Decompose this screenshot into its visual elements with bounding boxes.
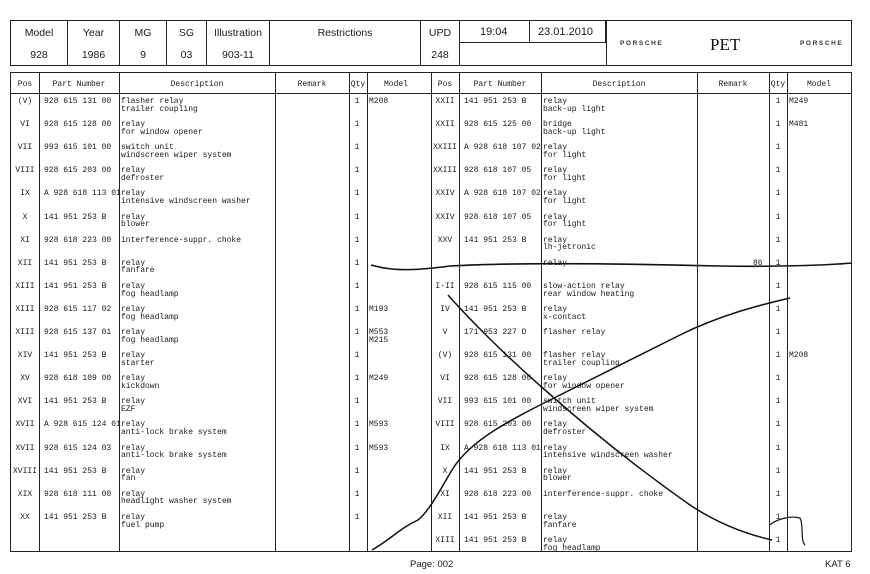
row-description-line: windscreen wiper system [121,150,232,160]
row-part-number: 141 951 253 B [464,304,527,314]
row-part-number: 928 615 128 00 [44,120,112,130]
row-qty: 1 [354,143,360,153]
row-description-line: blower [543,474,572,484]
row-pos: XX [20,512,30,522]
row-model-line: M249 [369,374,389,384]
row-qty: 1 [775,535,781,545]
row-part-number: 928 615 203 00 [44,166,112,176]
header-label: UPD [428,27,452,39]
header-label: Illustration [214,27,262,39]
row-model-line: M553 [369,328,389,337]
row-description-line: for light [543,220,587,230]
row-description [121,237,241,245]
row-description-line: relay [543,466,568,476]
row-part-number: A 928 618 113 01 [44,189,121,199]
col-head-part-number: Part Number [473,80,527,89]
row-description-line: relay [543,374,568,384]
row-description-line: trailer coupling [121,104,198,114]
row-part-number: A 928 618 107 02 [464,189,541,199]
row-part-number: 171 953 227 D [464,328,527,337]
row-description-line: rear window heating [543,289,635,299]
page-number: Page: 002 [410,559,454,570]
row-pos: XIX [17,489,33,499]
row-description-line: fanfare [121,266,155,276]
row-part-number: 141 951 253 B [464,235,527,245]
row-qty: 1 [775,466,781,476]
row-description [543,468,572,484]
row-pos: X [22,212,28,222]
row-description-line: for window opener [543,381,625,391]
col-head-model: Model [383,80,408,89]
row-description-line: defroster [121,174,165,184]
row-qty: 1 [354,97,360,106]
row-description-line: anti-lock brake system [121,451,227,461]
parts-table [10,72,852,552]
row-qty: 1 [775,166,781,176]
col-head-qty: Qty [770,80,786,89]
row-pos: IX [440,443,450,453]
row-pos: XII [17,258,33,268]
row-description [543,306,586,322]
col-head-qty: Qty [350,80,366,89]
row-description-line: anti-lock brake system [121,428,227,438]
row-description-line: headlight washer system [121,497,232,507]
row-description [543,445,673,461]
row-description-line: EZF [121,405,136,415]
row-description-line: back-up light [543,127,606,137]
col-head-part-number: Part Number [52,80,106,89]
row-qty: 1 [354,489,360,499]
row-qty: 1 [775,420,781,430]
row-model [369,98,388,106]
row-pos: VIII [435,420,455,430]
row-model-line: M249 [789,97,809,106]
row-pos: XII [437,512,453,522]
porsche-logo-right: PORSCHE [800,40,844,47]
row-description [543,283,634,299]
row-description-line: relay [543,443,568,453]
row-description [121,375,159,391]
row-description-line: intensive windscreen washer [121,197,251,207]
row-part-number: 928 618 223 00 [464,489,532,499]
row-pos: VIII [15,166,35,176]
row-qty: 1 [354,235,360,245]
row-qty: 1 [775,97,781,106]
row-pos: XXIII [432,143,457,153]
col-head-pos: Pos [17,80,33,89]
row-description-line: interference-suppr. choke [121,235,242,245]
col-head-description: Description [170,80,224,89]
row-description [543,375,625,391]
row-pos: XXIII [432,166,457,176]
header-cell-year [68,21,120,65]
row-description-line: relay [121,466,146,476]
row-description [543,537,601,553]
header-cell-upd [421,21,460,65]
row-pos: X [442,466,448,476]
row-description [121,121,203,137]
row-pos: XXV [437,235,453,245]
row-description-line: lh-jetronic [543,243,596,253]
row-description [543,121,605,137]
row-part-number: A 928 618 107 02 [464,143,541,153]
row-description [543,421,586,437]
header-label: Model [24,27,54,39]
row-description [543,190,586,206]
row-qty: 1 [775,281,781,291]
header-date: 23.01.2010 [538,26,594,38]
row-remark: 86 [753,258,763,268]
row-description-line: relay [121,212,146,222]
row-qty: 1 [354,466,360,476]
row-description [543,329,605,337]
header-cell-mg [120,21,167,65]
row-description [121,398,145,414]
row-description [121,98,198,114]
row-qty: 1 [354,420,360,430]
row-part-number: 141 951 253 B [464,512,527,522]
header-bar [10,20,852,66]
header-label: MG [134,27,152,39]
header-cell-restrictions [270,21,421,65]
header-value: 03 [180,49,193,61]
row-pos: XXIV [435,212,455,222]
row-pos: VII [17,143,33,153]
row-part-number: 928 615 137 01 [44,328,112,337]
row-description-line: flasher relay [543,351,606,361]
row-qty: 1 [775,512,781,522]
header-value: 9 [140,49,146,61]
row-description-line: relay [121,328,146,337]
row-model [789,352,808,360]
row-model [369,375,388,383]
row-description-line: relay [543,143,568,153]
row-qty: 1 [354,397,360,407]
row-qty: 1 [775,235,781,245]
row-description [121,468,145,484]
row-description-line: relay [121,489,146,499]
row-part-number: 141 951 253 B [44,351,107,361]
row-pos: V [442,328,448,337]
row-description [543,398,653,414]
row-description-line: relay [543,235,568,245]
row-description-line: fog headlamp [543,543,601,553]
row-description [543,491,663,499]
row-description-line: flasher relay [543,328,606,337]
row-qty: 1 [354,304,360,314]
row-description-line: relay [121,281,146,291]
row-pos: VII [437,397,453,407]
row-description [121,329,179,345]
header-value: 1986 [81,49,106,61]
row-description-line: fan [121,474,136,484]
row-part-number: 928 615 131 00 [44,97,112,106]
row-pos: XXIV [435,189,455,199]
row-description-line: bridge [543,120,572,130]
row-part-number: 928 615 131 00 [464,351,532,361]
row-description [543,514,577,530]
row-description-line: relay [543,166,568,176]
row-qty: 1 [354,328,360,337]
row-qty: 1 [354,512,360,522]
row-qty: 1 [775,120,781,130]
row-description-line: relay [543,258,568,268]
row-pos: XVI [17,397,33,407]
row-qty: 1 [354,351,360,361]
row-qty: 1 [775,489,781,499]
row-description-line: fog headlamp [121,335,179,345]
row-description [543,260,567,268]
row-part-number: 928 615 125 00 [464,120,532,130]
row-description [121,491,231,507]
row-part-number: 928 615 117 02 [44,304,112,314]
row-description-line: switch unit [121,143,174,153]
row-part-number: 928 618 107 05 [464,212,532,222]
row-description-line: fuel pump [121,520,165,530]
row-description [121,214,150,230]
col-head-description: Description [592,80,646,89]
row-description [121,283,179,299]
header-value: 903-11 [222,49,254,61]
row-description-line: relay [121,189,146,199]
row-description-line: relay [543,212,568,222]
row-model [789,121,808,129]
row-qty: 1 [775,351,781,361]
row-description-line: trailer coupling [543,358,620,368]
row-part-number: 141 951 253 B [464,466,527,476]
row-description-line: starter [121,358,155,368]
row-qty: 1 [354,120,360,130]
row-model [369,329,388,345]
header-cell-sg [167,21,207,65]
row-description [543,214,586,230]
row-description [121,144,231,160]
row-pos: XVIII [12,466,37,476]
row-description-line: relay [543,189,568,199]
row-part-number: 141 951 253 B [44,258,107,268]
header-label: Restrictions [317,27,373,39]
row-qty: 1 [354,443,360,453]
row-part-number: 928 615 128 00 [464,374,532,384]
row-qty: 1 [354,281,360,291]
col-head-model: Model [806,80,831,89]
row-model [369,421,388,429]
row-description-line: for light [543,174,587,184]
row-description [121,260,155,276]
row-pos: XIII [15,328,35,337]
row-pos: XIII [15,281,35,291]
row-model-line: M193 [369,304,389,314]
row-part-number: A 928 618 113 01 [464,443,541,453]
row-description [121,352,155,368]
row-model [789,98,808,106]
row-description-line: kickdown [121,381,160,391]
row-description-line: slow-action relay [543,281,625,291]
row-description-line: relay [121,120,146,130]
row-qty: 1 [354,189,360,199]
row-model-line: M208 [789,351,809,361]
row-pos: XXII [435,97,455,106]
row-description-line: relay [121,351,146,361]
row-part-number: 928 618 223 00 [44,235,112,245]
brand-area [608,21,851,65]
row-qty: 1 [775,212,781,222]
row-description-line: relay [121,374,146,384]
row-part-number: 928 618 107 05 [464,166,532,176]
header-label: SG [178,27,195,39]
row-description-line: switch unit [543,397,596,407]
row-pos: VI [440,374,450,384]
row-pos: XIII [435,535,455,545]
row-description [121,306,179,322]
row-qty: 1 [354,212,360,222]
row-description [543,167,586,183]
row-description-line: back-up light [543,104,606,114]
row-part-number: 141 951 253 B [44,281,107,291]
row-model-line: M593 [369,443,389,453]
row-pos: XI [440,489,450,499]
row-description [121,421,227,437]
row-pos: XIII [15,304,35,314]
row-description-line: for window opener [121,127,203,137]
row-model-line: M208 [369,97,389,106]
row-description-line: flasher relay [121,97,184,106]
row-description-line: defroster [543,428,587,438]
row-qty: 1 [354,374,360,384]
header-label: Year [82,27,105,39]
row-pos: IX [20,189,30,199]
row-description-line: relay [121,166,146,176]
row-description-line: fanfare [543,520,577,530]
header-time: 19:04 [480,26,508,38]
row-description-line: x-contact [543,312,587,322]
row-part-number: 141 951 253 B [44,212,107,222]
row-description [121,445,227,461]
row-description-line: blower [121,220,150,230]
row-qty: 1 [775,258,781,268]
row-description-line: relay [543,420,568,430]
row-pos: IV [440,304,450,314]
row-description [543,237,596,253]
row-description-line: for light [543,150,587,160]
row-qty: 1 [775,443,781,453]
row-description-line: relay [121,304,146,314]
row-part-number: 141 951 253 B [44,512,107,522]
row-description-line: fog headlamp [121,312,179,322]
row-part-number: 928 615 124 03 [44,443,112,453]
row-pos: XXII [435,120,455,130]
row-description-line: interference-suppr. choke [543,489,664,499]
row-qty: 1 [354,166,360,176]
row-model-line: M481 [789,120,809,130]
row-qty: 1 [775,328,781,337]
row-pos: (V) [17,97,33,106]
row-part-number: 141 951 253 B [44,466,107,476]
header-value: 928 [30,49,48,61]
row-part-number: 141 951 253 B [464,97,527,106]
row-pos: XVII [15,420,35,430]
row-pos: I-II [435,281,455,291]
row-model [369,306,388,314]
row-part-number: 141 951 253 B [44,397,107,407]
row-qty: 1 [775,397,781,407]
row-pos: XI [20,235,30,245]
row-pos: XV [20,374,30,384]
row-description [543,144,586,160]
row-description-line: relay [121,512,146,522]
header-cell-model [11,21,68,65]
timestamp-box [460,21,606,43]
row-description-line: windscreen wiper system [543,405,654,415]
row-part-number: 928 618 109 00 [44,374,112,384]
row-description [121,514,164,530]
col-head-remark: Remark [718,80,748,89]
catalog-title: PET [710,35,741,54]
row-description-line: relay [543,535,568,545]
row-qty: 1 [775,304,781,314]
row-description-line: relay [543,304,568,314]
row-part-number: 993 615 101 00 [464,397,532,407]
row-description [543,98,605,114]
row-qty: 1 [775,143,781,153]
row-qty: 1 [354,258,360,268]
catalog-code: KAT 6 [825,559,851,570]
row-pos: XVII [15,443,35,453]
row-pos: XIV [17,351,33,361]
row-pos: VI [20,120,30,130]
row-model-line: M215 [369,335,389,345]
row-part-number: 928 615 115 00 [464,281,532,291]
row-part-number: A 928 615 124 01 [44,420,121,430]
row-description-line: for light [543,197,587,207]
row-part-number: 928 615 203 00 [464,420,532,430]
porsche-logo-left: PORSCHE [620,40,664,47]
col-head-pos: Pos [437,80,453,89]
row-description-line: relay [121,420,146,430]
row-description-line: relay [543,97,568,106]
row-pos: (V) [437,351,453,361]
row-description-line: relay [121,443,146,453]
row-description-line: fog headlamp [121,289,179,299]
row-description-line: intensive windscreen washer [543,451,673,461]
row-description-line: relay [543,512,568,522]
row-model-line: M593 [369,420,389,430]
row-qty: 1 [775,189,781,199]
col-head-remark: Remark [297,80,327,89]
row-description-line: relay [121,397,146,407]
row-description [121,190,251,206]
row-description [543,352,620,368]
row-description-line: relay [121,258,146,268]
row-model [369,445,388,453]
row-part-number: 993 615 101 00 [44,143,112,153]
row-part-number: 141 951 253 B [464,535,527,545]
row-description [121,167,164,183]
header-cell-illustration [207,21,270,65]
row-qty: 1 [775,374,781,384]
row-part-number: 928 618 111 00 [44,489,112,499]
header-value: 248 [431,49,449,61]
